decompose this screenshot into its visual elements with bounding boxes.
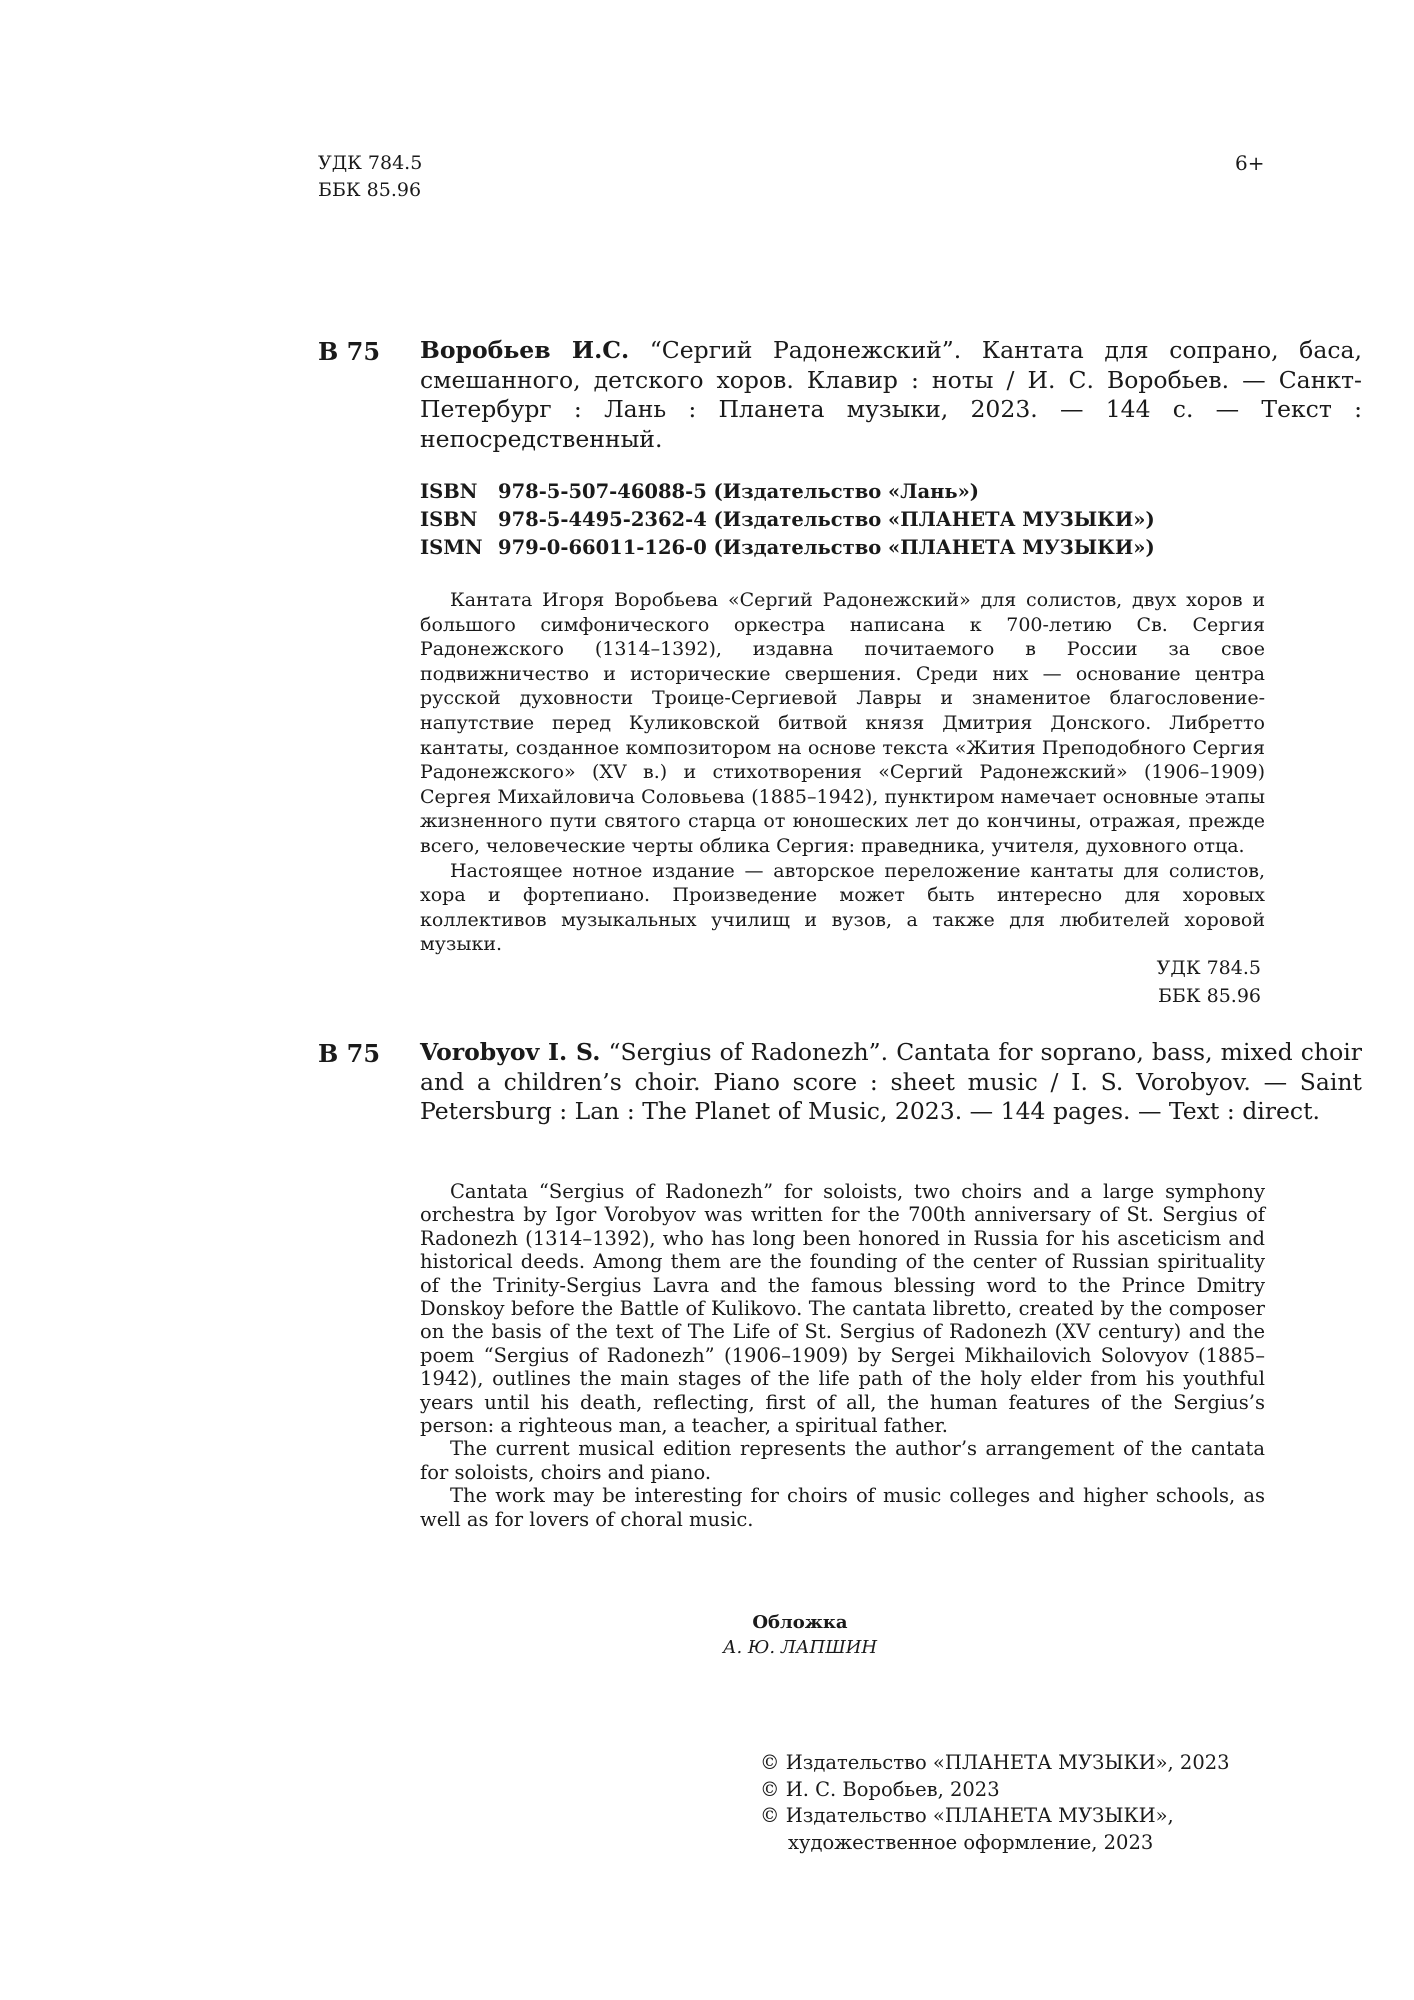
header-udk: УДК 784.5 <box>318 152 423 174</box>
bbk-code: ББК 85.96 <box>1157 985 1261 1007</box>
identifier-label: ISBN <box>420 508 478 531</box>
description-en: “Sergius of Radonezh”. Cantata for soprano, bass, mixed choir and a children’s choir. Piano score : sheet music / I. S. Vorobyov. — Saint Petersburg : Lan : The Planet of Music, 2023. — 144 pages. — Text : direct. <box>420 1038 1362 1125</box>
abstract-en-paragraph-1: Cantata “Sergius of Radonezh” for soloists, two choirs and a large symphony orchestra by Igor Vorobyov was written for the 700th anniversary of St. Sergius of Radonezh (1314–1392), who has long been honored in Russia for his asceticism and historical deeds. Among them are the founding of the center of Russian spirituality of the Trinity-Sergius Lavra and the famous blessing word to the Prince Dmitry Donskoy before the Battle of Kulikovo. The cantata libretto, created by the composer on the basis of the text of The Life of St. Sergius of Radonezh (XV century) and the poem “Sergius of Radonezh” (1906–1909) by Sergei Mikhailovich Solovyov (1885–1942), outlines the main stages of the life path of the holy elder from his youthful years until his death, reflecting, first of all, the human features of the Sergius’s person: a righteous man, a teacher, a spiritual father. <box>420 1180 1265 1438</box>
abstract-ru-paragraph-1: Кантата Игоря Воробьева «Сергий Радонежский» для солистов, двух хоров и большого симфонического оркестра написана к 700-летию Св. Сергия Радонежского (1314–1392), издавна почитаемого в России за свое подвижничество и исторические свершения. Среди них — основание центра русской духовности Троице-Сергиевой Лавры и знаменитое благословение-напутствие перед Куликовской битвой князя Дмитрия Донского. Либретто кантаты, созданное композитором на основе текста «Жития Преподобного Сергия Радонежского» (XV в.) и стихотворения «Сергий Радонежский» (1906–1909) Сергея Михайловича Соловьева (1885–1942), пунктиром намечает основные этапы жизненного пути святого старца от юношеских лет до кончины, отражая, прежде всего, человеческие черты облика Сергия: праведника, учителя, духовного отца. <box>420 589 1265 857</box>
bibliographic-entry-ru <box>420 336 1362 454</box>
identifier-value: 978-5-507-46088-5 (Издательство «Лань») <box>498 480 980 503</box>
abstract-en-paragraph-3: The work may be interesting for choirs of music colleges and higher schools, as well as for lovers of choral music. <box>420 1484 1265 1531</box>
age-rating: 6+ <box>1235 151 1265 175</box>
bibliographic-entry-en <box>420 1038 1362 1127</box>
library-code-ru: В 75 <box>318 337 381 366</box>
copyright-line: художественное оформление, 2023 <box>788 1830 1154 1854</box>
cover-credit-name: А. Ю. ЛАПШИН <box>722 1637 878 1658</box>
abstract-en <box>420 1180 1265 1531</box>
cover-credit <box>600 1610 1000 1660</box>
udk-code: УДК 784.5 <box>1156 957 1261 979</box>
identifier-ismn-planeta <box>420 534 1362 562</box>
library-code-en: В 75 <box>318 1039 381 1068</box>
author-en: Vorobyov I. S. <box>420 1038 601 1066</box>
abstract-ru-paragraph-2: Настоящее нотное издание — авторское переложение кантаты для солистов, хора и фортепиано. Произведение может быть интересно для хоровых коллективов музыкальных училищ и вузов, а также для любителей хоровой музыки. <box>420 859 1265 956</box>
identifiers-list <box>420 478 1362 562</box>
abstract-en-paragraph-2: The current musical edition represents the author’s arrangement of the cantata for soloists, choirs and piano. <box>420 1437 1265 1484</box>
identifier-isbn-planeta <box>420 506 1362 534</box>
identifier-value: 979-0-66011-126-0 (Издательство «ПЛАНЕТА МУЗЫКИ») <box>498 536 1155 559</box>
cover-credit-title: Обложка <box>752 1612 848 1633</box>
identifier-label: ISMN <box>420 536 483 559</box>
classification-block <box>1157 954 1261 1010</box>
description-ru: “Сергий Радонежский”. Кантата для сопрано, баса, смешанного, детского хоров. Клавир : ноты / И. С. Воробьев. — Санкт-Петербург : Лань : Планета музыки, 2023. — 144 с. — Текст : непосредственный. <box>420 336 1362 453</box>
identifier-value: 978-5-4495-2362-4 (Издательство «ПЛАНЕТА МУЗЫКИ») <box>498 508 1155 531</box>
copyright-line: © И. С. Воробьев, 2023 <box>760 1777 1000 1801</box>
identifier-isbn-lan <box>420 478 1362 506</box>
abstract-ru <box>420 588 1265 957</box>
identifier-label: ISBN <box>420 480 478 503</box>
copyright-line: © Издательство «ПЛАНЕТА МУЗЫКИ», 2023 <box>760 1751 1230 1774</box>
author-ru: Воробьев И.С. <box>420 336 630 364</box>
header-bbk: ББК 85.96 <box>318 179 422 201</box>
copyright-line: © Издательство «ПЛАНЕТА МУЗЫКИ», <box>760 1804 1174 1827</box>
copyright-block <box>760 1750 1230 1856</box>
